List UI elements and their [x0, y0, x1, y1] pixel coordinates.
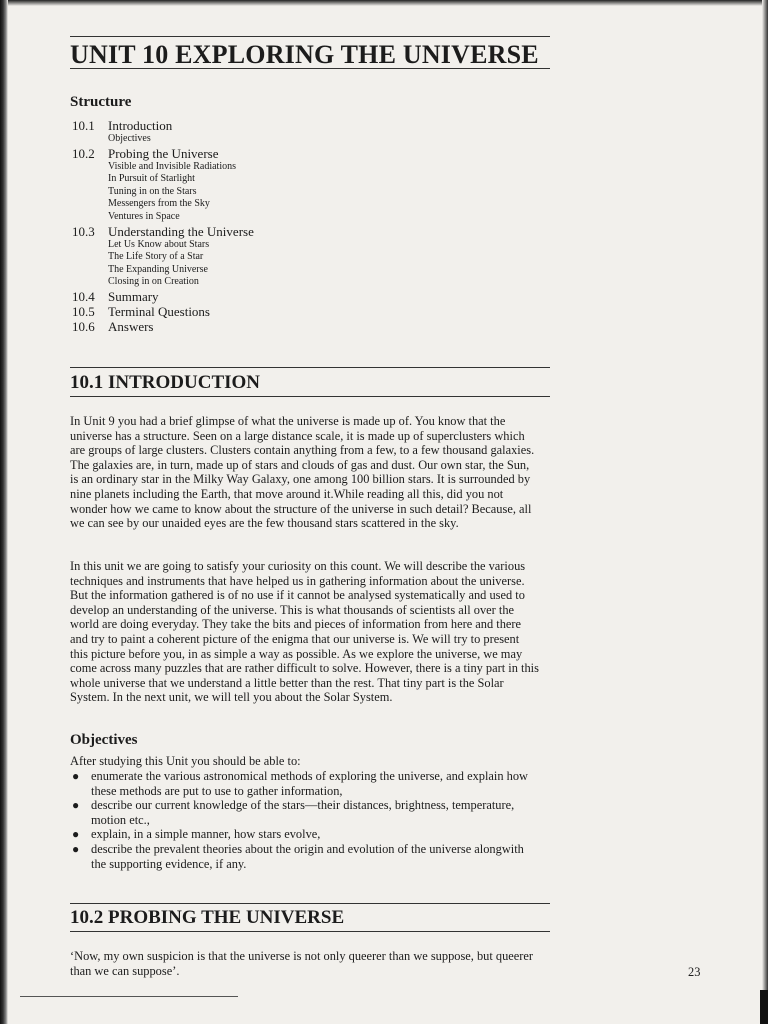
structure-toc — [72, 118, 254, 334]
toc-subitem: The Life Story of a Star — [108, 251, 204, 263]
toc-title: Terminal Questions — [108, 303, 210, 319]
unit-title: UNIT 10 EXPLORING THE UNIVERSE — [70, 40, 539, 69]
toc-number: 10.2 — [72, 145, 95, 161]
bullet-icon: ● — [72, 841, 80, 856]
toc-item — [72, 118, 254, 133]
footer-rule — [20, 996, 238, 997]
toc-subitem: In Pursuit of Starlight — [108, 173, 195, 185]
toc-title: Summary — [108, 288, 159, 304]
paragraph-text: In Unit 9 you had a brief glimpse of what the universe is made up of. You know that the universe has a structure. Seen on a large distance scale, it is made up of superclusters which are groups of large clusters. Clusters contain anything from a few, to a few thousand galaxies. The galaxies are, in turn, made up of stars and clouds of gas and dust. Our own star, the Sun, is an ordinary star in the Milky Way Galaxy, one among 100 billion stars. It is surrounded by nine planets including the Earth, that move around it.While reading all this, did you not wonder how we came to know about the structure of the universe in such detail? Because, all we can see by our unaided eyes are the few thousand stars scattered in the sky. — [70, 414, 535, 531]
toc-number: 10.4 — [72, 288, 95, 304]
structure-heading: Structure — [70, 94, 132, 110]
scan-edge-right — [762, 0, 768, 1024]
toc-subitem: Visible and Invisible Radiations — [108, 160, 236, 172]
toc-subitem: Ventures in Space — [108, 210, 180, 222]
list-item-text: describe the prevalent theories about the origin and evolution of the universe alongwith the supporting evidence, if any. — [91, 841, 524, 871]
paragraph-text: In this unit we are going to satisfy your curiosity on this count. We will describe the various techniques and instruments that have helped us in gathering information about the universe. But the information gathered is of no use if it cannot be analysed systematically and used to develop an understanding of the universe. This is what thousands of scientists all over the world are doing everyday. They take the bits and pieces of information from here and there and try to paint a coherent picture of the enigma that our universe is. We will try to present this picture before you, in as simple a way as possible. As we explore the universe, we may come across many puzzles that are rather difficult to solve. However, there is a tiny part in this whole universe that we understand a little better than the rest. That tiny part is the Solar System. In the next unit, we will tell you about the Solar System. — [70, 559, 539, 705]
toc-subitem: The Expanding Universe — [108, 263, 208, 275]
bullet-icon: ● — [72, 769, 80, 783]
list-item-text: enumerate the various astronomical methods of exploring the universe, and explain how these methods are put to use to gather information, — [91, 769, 528, 798]
toc-number: 10.1 — [72, 118, 95, 133]
title-bottom-rule — [70, 68, 550, 69]
objectives-list — [70, 769, 540, 871]
intro-paragraph-1 — [70, 414, 540, 531]
page-number: 23 — [688, 965, 701, 979]
toc-number: 10.6 — [72, 318, 95, 334]
toc-title: Introduction — [108, 118, 173, 133]
toc-section — [72, 118, 254, 146]
toc-number: 10.5 — [72, 303, 95, 319]
scan-blot — [760, 990, 768, 1024]
list-item-text: describe our current knowledge of the stars—their distances, brightness, temperature, motion etc., — [91, 798, 515, 827]
toc-item — [72, 304, 254, 319]
toc-subitem: Messengers from the Sky — [108, 198, 210, 210]
section-top-rule — [70, 903, 550, 904]
intro-paragraph-2 — [70, 559, 540, 705]
opening-quote: ‘Now, my own suspicion is that the universe is not only queerer than we suppose, but queerer than we can suppose’. — [70, 949, 534, 978]
toc-item — [72, 146, 254, 161]
toc-item — [72, 289, 254, 304]
scan-edge-top — [0, 0, 768, 6]
section-bottom-rule — [70, 396, 550, 397]
bullet-icon: ● — [72, 827, 80, 842]
toc-subitem: Let Us Know about Stars — [108, 238, 210, 250]
list-item — [70, 769, 540, 798]
section-bottom-rule — [70, 931, 550, 932]
objectives-heading: Objectives — [70, 732, 138, 748]
toc-subitem: Closing in on Creation — [108, 276, 199, 288]
title-top-rule — [70, 36, 550, 37]
toc-section — [72, 146, 254, 224]
scan-edge-left — [0, 0, 8, 1024]
section-heading-introduction: 10.1 INTRODUCTION — [70, 372, 261, 393]
list-item-text: explain, in a simple manner, how stars evolve, — [91, 827, 321, 842]
toc-subitem: Objectives — [108, 133, 151, 144]
toc-title: Answers — [108, 318, 154, 334]
toc-title: Understanding the Universe — [108, 223, 254, 239]
section-heading-probing: 10.2 PROBING THE UNIVERSE — [70, 907, 345, 928]
section-top-rule — [70, 367, 550, 368]
bullet-icon: ● — [72, 798, 80, 813]
toc-title: Probing the Universe — [108, 145, 219, 161]
toc-number: 10.3 — [72, 223, 95, 239]
toc-section — [72, 224, 254, 289]
toc-subitem: Tuning in on the Stars — [108, 185, 197, 197]
list-item — [70, 798, 540, 827]
toc-item — [72, 319, 254, 334]
objectives-intro: After studying this Unit you should be able to: — [70, 754, 301, 768]
list-item — [70, 827, 540, 842]
list-item — [70, 842, 540, 871]
toc-item — [72, 224, 254, 239]
